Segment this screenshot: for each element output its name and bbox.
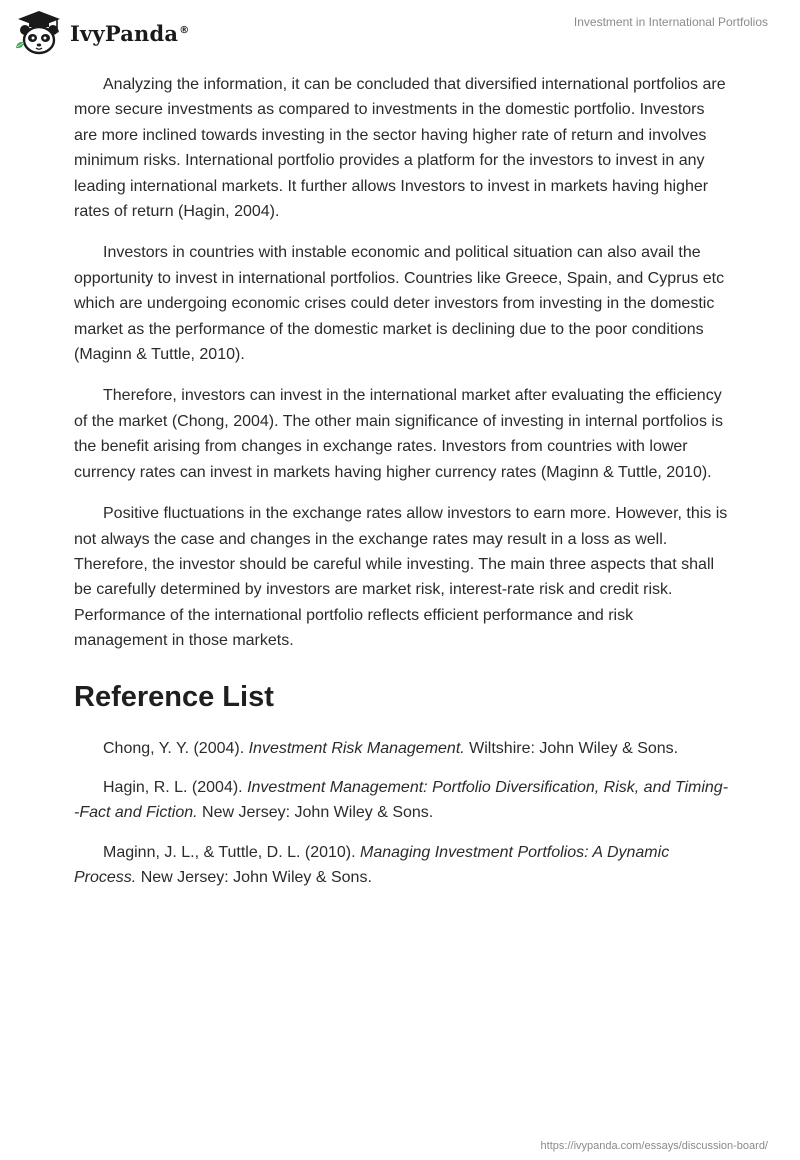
paragraph: Investors in countries with instable economic and political situation can also avail the opportunity to invest in international portfolios. Countries like Greece, Spain, and Cyprus etc which are undergoing economic crises could deter investors from investing in the domestic market as the performance of the domestic market is declining due to the poor conditions (Maginn & Tuttle, 2010). xyxy=(74,244,725,364)
running-title: Investment in International Portfolios xyxy=(573,15,768,29)
source-url[interactable]: https://ivypanda.com/essays/discussion-board/ xyxy=(540,1140,768,1152)
paragraph: Positive fluctuations in the exchange rates allow investors to earn more. However, this is not always the case and changes in the exchange rates may result in a loss as well. Therefore, the investor should be careful while investing. The main three aspects that shall be carefully determined by investors are market risk, interest-rate risk and credit risk. Performance of the international portfolio reflects efficient performance and risk management in those markets. xyxy=(74,505,728,650)
paragraph: Analyzing the information, it can be concluded that diversified international portfolios are more secure investments as compared to investments in the domestic portfolio. Investors are more inclined towards investing in the sector having higher rate of return and involves minimum risks. International portfolio provides a platform for the investors to invest in any leading international markets. It further allows Investors to invest in markets having higher rates of return (Hagin, 2004). xyxy=(74,76,726,221)
reference-item: Hagin, R. L. (2004). Investment Management: Portfolio Diversification, Risk, and Timing--Fact and Fiction. New Jersey: John Wiley & Sons. xyxy=(74,778,729,822)
essay-body xyxy=(74,72,730,905)
reference-item: Chong, Y. Y. (2004). Investment Risk Management. Wiltshire: John Wiley & Sons. xyxy=(103,739,679,757)
ivypanda-logo[interactable] xyxy=(14,8,189,58)
panda-graduate-icon xyxy=(14,8,64,58)
paragraph: Therefore, investors can invest in the international market after evaluating the efficiency of the market (Chong, 2004). The other main significance of investing in internal portfolios is the benefit arising from changes in exchange rates. Investors from countries with lower currency rates can invest in markets having higher currency rates (Maginn & Tuttle, 2010). xyxy=(74,387,723,481)
reference-list-heading: Reference List xyxy=(74,680,274,713)
reference-item: Maginn, J. L., & Tuttle, D. L. (2010). Managing Investment Portfolios: A Dynamic Process. New Jersey: John Wiley & Sons. xyxy=(74,843,670,887)
page-header xyxy=(0,0,800,64)
brand-name: IvyPanda® xyxy=(70,20,190,46)
